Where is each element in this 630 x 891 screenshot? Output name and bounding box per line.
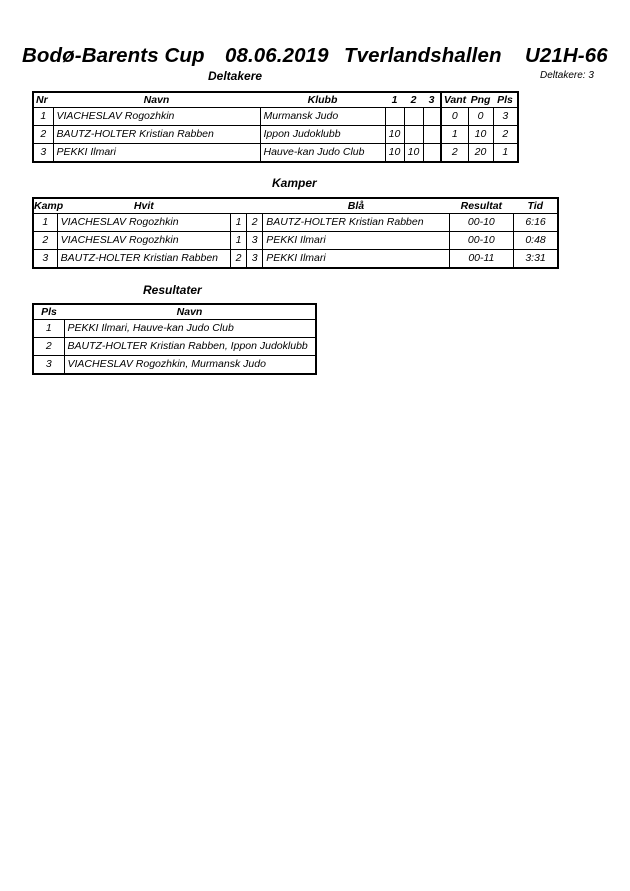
- table-row: [33, 338, 316, 356]
- col-pls: Pls: [33, 304, 64, 320]
- participant-place: 1: [493, 144, 518, 163]
- event-category: U21H-66: [525, 44, 608, 67]
- results-heading: Resultater: [143, 283, 202, 297]
- col-klubb: Klubb: [260, 92, 385, 108]
- col-vant: Vant: [441, 92, 468, 108]
- participant-nr: 1: [33, 108, 53, 126]
- table-row: [33, 126, 518, 144]
- col-nr: Nr: [33, 92, 53, 108]
- col-hvit: Hvit: [57, 198, 230, 214]
- participant-won: 2: [441, 144, 468, 163]
- match-number: 3: [33, 250, 57, 269]
- matches-heading: Kamper: [272, 176, 317, 190]
- match-blue-name: BAUTZ-HOLTER Kristian Rabben: [263, 214, 449, 232]
- col-r3: 3: [423, 92, 441, 108]
- participant-place: 3: [493, 108, 518, 126]
- participant-r1: 10: [385, 144, 404, 163]
- match-blue-nr: 2: [247, 214, 263, 232]
- results-table: [32, 303, 317, 375]
- participant-points: 20: [468, 144, 493, 163]
- table-row: [33, 214, 558, 232]
- match-blue-name: PEKKI Ilmari: [263, 232, 449, 250]
- result-name: BAUTZ-HOLTER Kristian Rabben, Ippon Judoklubb: [64, 338, 316, 356]
- match-white-nr: 1: [230, 232, 246, 250]
- match-result: 00-10: [449, 214, 513, 232]
- participant-r3: [423, 126, 441, 144]
- col-r1: 1: [385, 92, 404, 108]
- participant-r1: [385, 108, 404, 126]
- table-row: [33, 356, 316, 375]
- event-date: 08.06.2019: [225, 44, 329, 67]
- participant-r2: [404, 126, 423, 144]
- result-place: 1: [33, 320, 64, 338]
- event-name: Bodø-Barents Cup: [22, 44, 205, 67]
- participants-table: [32, 91, 519, 163]
- matches-header-row: [33, 198, 558, 214]
- table-row: [33, 144, 518, 163]
- participant-nr: 2: [33, 126, 53, 144]
- participant-r2: 10: [404, 144, 423, 163]
- match-time: 3:31: [514, 250, 558, 269]
- event-venue: Tverlandshallen: [344, 44, 502, 67]
- participants-header-row: [33, 92, 518, 108]
- participant-place: 2: [493, 126, 518, 144]
- col-kamp: Kamp: [34, 200, 64, 212]
- result-place: 2: [33, 338, 64, 356]
- match-blue-nr: 3: [247, 250, 263, 269]
- result-place: 3: [33, 356, 64, 375]
- table-row: [33, 320, 316, 338]
- col-r2: 2: [404, 92, 423, 108]
- participant-points: 10: [468, 126, 493, 144]
- participant-r1: 10: [385, 126, 404, 144]
- match-number: 2: [33, 232, 57, 250]
- col-resultat: Resultat: [449, 198, 513, 214]
- result-name: PEKKI Ilmari, Hauve-kan Judo Club: [64, 320, 316, 338]
- participant-name: BAUTZ-HOLTER Kristian Rabben: [53, 126, 260, 144]
- col-png: Png: [468, 92, 493, 108]
- match-blue-nr: 3: [247, 232, 263, 250]
- col-bla: Blå: [263, 198, 449, 214]
- col-tid: Tid: [514, 198, 558, 214]
- participant-won: 1: [441, 126, 468, 144]
- participant-name: VIACHESLAV Rogozhkin: [53, 108, 260, 126]
- participant-club: Ippon Judoklubb: [260, 126, 385, 144]
- participant-club: Murmansk Judo: [260, 108, 385, 126]
- match-blue-name: PEKKI Ilmari: [263, 250, 449, 269]
- participant-name: PEKKI Ilmari: [53, 144, 260, 163]
- match-result: 00-11: [449, 250, 513, 269]
- match-white-name: VIACHESLAV Rogozhkin: [57, 214, 230, 232]
- table-row: [33, 250, 558, 269]
- participant-r3: [423, 108, 441, 126]
- match-white-nr: 1: [230, 214, 246, 232]
- participant-won: 0: [441, 108, 468, 126]
- match-time: 0:48: [514, 232, 558, 250]
- participant-club: Hauve-kan Judo Club: [260, 144, 385, 163]
- participants-heading: Deltakere: [208, 69, 263, 83]
- col-pls: Pls: [493, 92, 518, 108]
- participant-nr: 3: [33, 144, 53, 163]
- results-header-row: [33, 304, 316, 320]
- col-navn: Navn: [53, 92, 260, 108]
- match-white-nr: 2: [230, 250, 246, 269]
- matches-table: [32, 197, 559, 269]
- participant-count: Deltakere: 3: [540, 70, 594, 81]
- match-white-name: VIACHESLAV Rogozhkin: [57, 232, 230, 250]
- participant-r3: [423, 144, 441, 163]
- participant-r2: [404, 108, 423, 126]
- table-row: [33, 232, 558, 250]
- col-navn: Navn: [64, 304, 316, 320]
- result-name: VIACHESLAV Rogozhkin, Murmansk Judo: [64, 356, 316, 375]
- match-white-name: BAUTZ-HOLTER Kristian Rabben: [57, 250, 230, 269]
- match-result: 00-10: [449, 232, 513, 250]
- table-row: [33, 108, 518, 126]
- match-number: 1: [33, 214, 57, 232]
- match-time: 6:16: [514, 214, 558, 232]
- participant-points: 0: [468, 108, 493, 126]
